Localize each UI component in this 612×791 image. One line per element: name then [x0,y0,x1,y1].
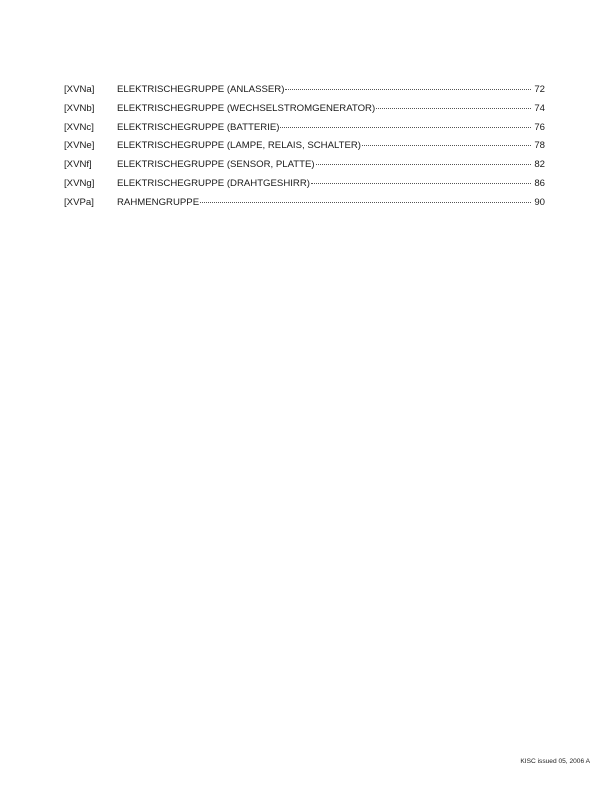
toc-code: [XVNc] [64,121,94,133]
toc-code: [XVNg] [64,177,95,189]
dot-leader [311,183,531,184]
table-of-contents [64,81,545,213]
toc-page-number: 74 [534,102,545,114]
toc-entry-xvne[interactable] [64,137,545,156]
dot-leader [285,89,531,90]
toc-page-number: 86 [534,177,545,189]
toc-code: [XVNe] [64,140,95,152]
dot-leader [316,164,531,165]
toc-page-number: 82 [534,159,545,171]
toc-entry-xvna[interactable] [64,81,545,100]
toc-entry-xvng[interactable] [64,175,545,194]
toc-title: ELEKTRISCHEGRUPPE (ANLASSER) [117,84,285,95]
toc-code: [XVNb] [64,102,95,114]
toc-code: [XVNa] [64,84,95,95]
toc-page-number: 72 [534,84,545,95]
toc-entry-xvpa[interactable] [64,194,545,213]
toc-title: ELEKTRISCHEGRUPPE (SENSOR, PLATTE) [117,159,315,171]
toc-entry-xvnb[interactable] [64,100,545,119]
dot-leader [280,127,531,128]
toc-code: [XVPa] [64,196,94,208]
page-footer: KISC issued 05, 2006 A [520,758,590,765]
toc-title: RAHMENGRUPPE [117,196,200,208]
toc-page-number: 78 [534,140,545,152]
toc-title: ELEKTRISCHEGRUPPE (LAMPE, RELAIS, SCHALTER) [117,140,361,152]
toc-title: ELEKTRISCHEGRUPPE (BATTERIE) [117,121,280,133]
toc-title: ELEKTRISCHEGRUPPE (WECHSELSTROMGENERATOR) [117,102,376,114]
dot-leader [200,202,531,203]
toc-page-number: 90 [534,196,545,208]
dot-leader [362,145,531,146]
dot-leader [376,108,531,109]
toc-page-number: 76 [534,121,545,133]
toc-entry-xvnf[interactable] [64,156,545,175]
toc-title: ELEKTRISCHEGRUPPE (DRAHTGESHIRR) [117,177,310,189]
toc-entry-xvnc[interactable] [64,119,545,138]
toc-code: [XVNf] [64,159,92,171]
